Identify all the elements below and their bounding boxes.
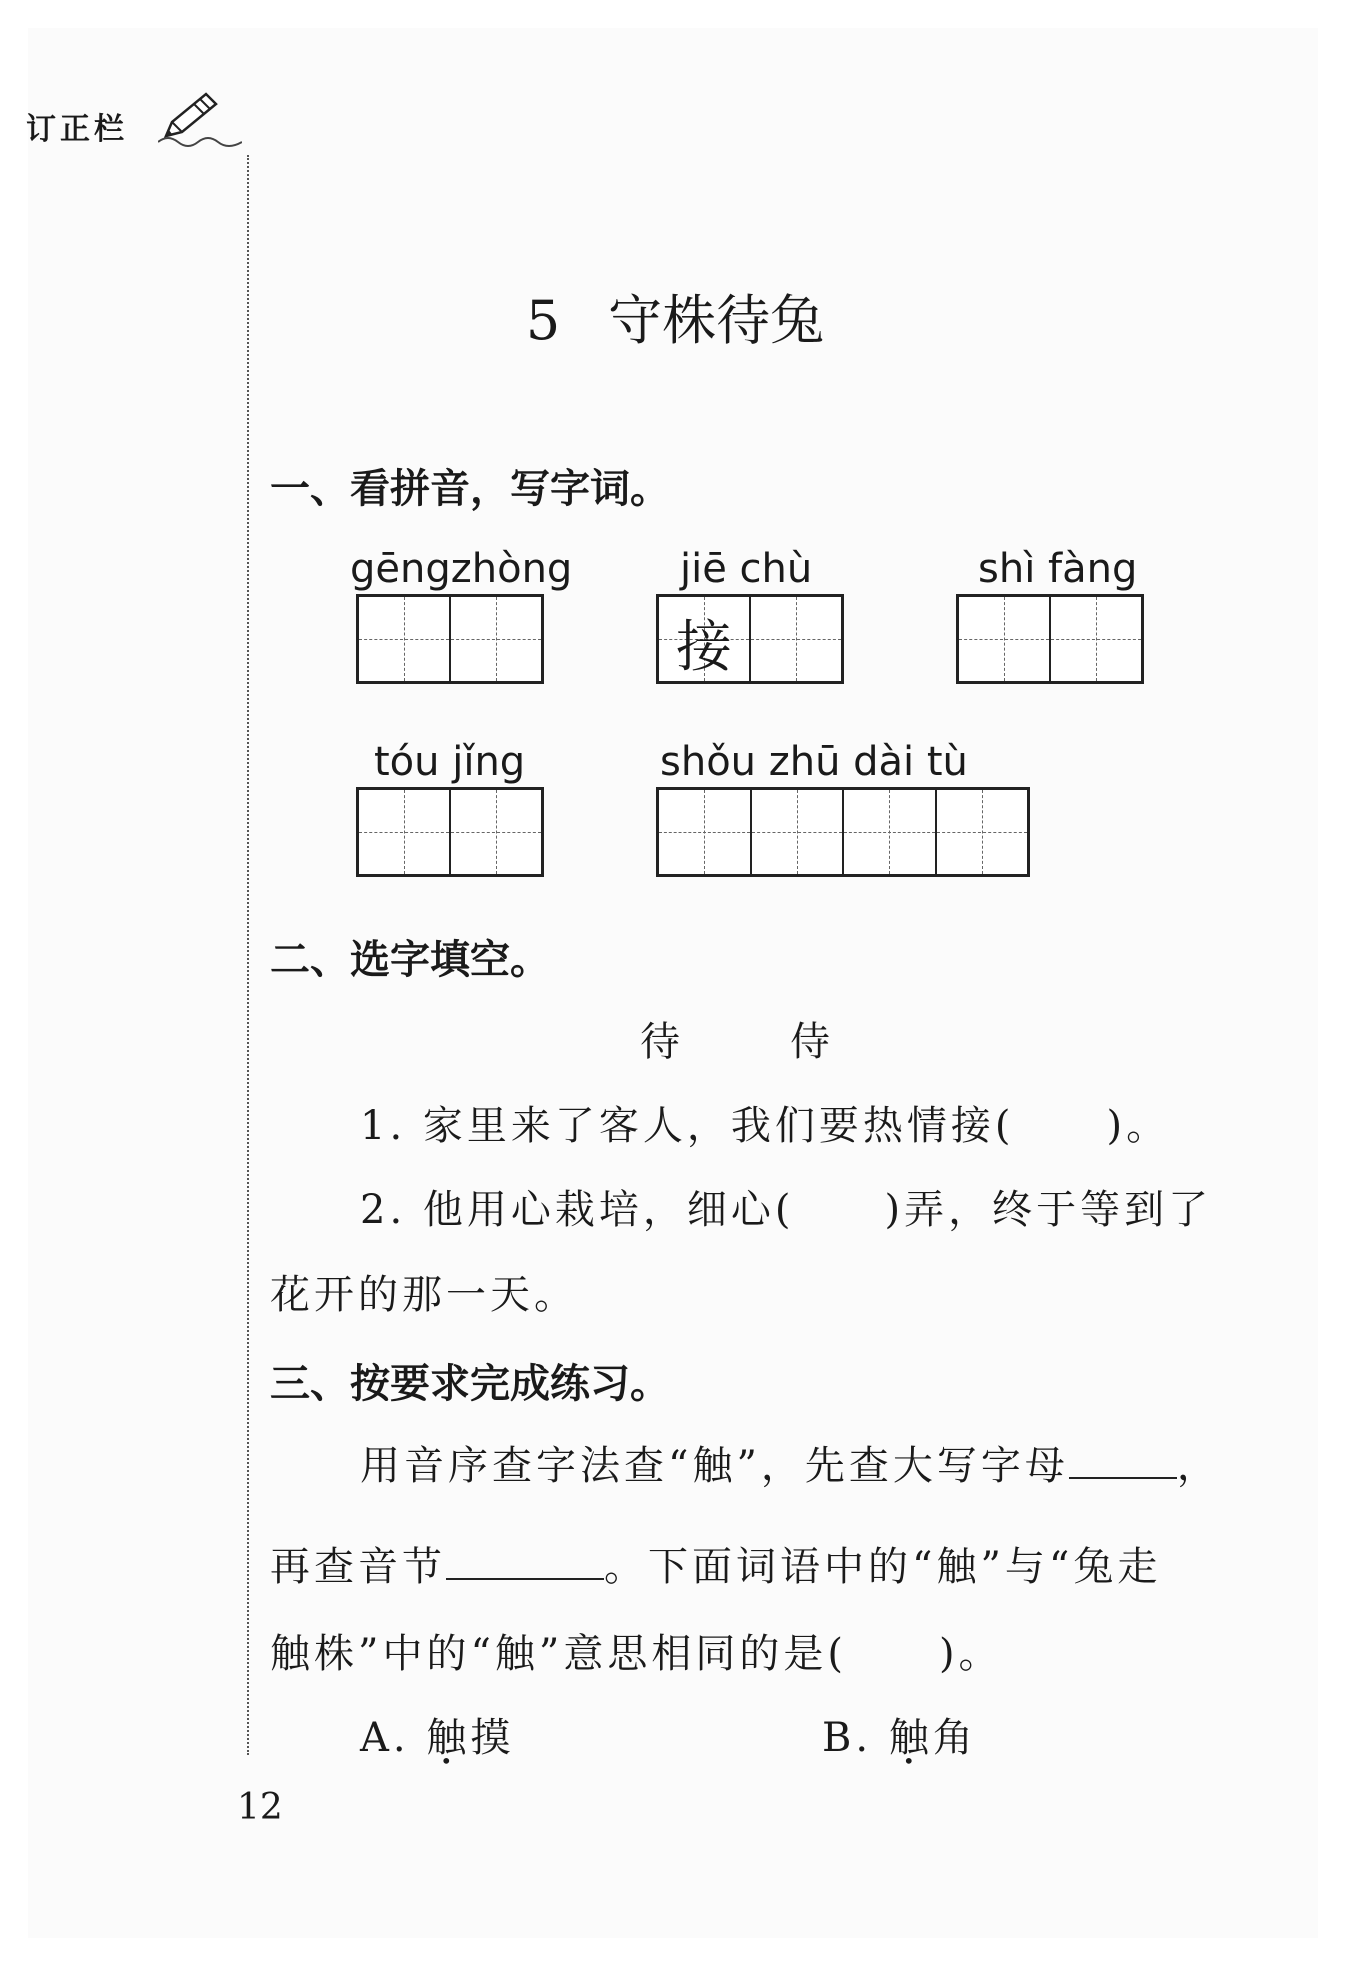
section1-heading: 一、看拼音，写字词。	[270, 466, 670, 512]
exercise-text: 再查音节	[270, 1544, 446, 1590]
question-2-end: )弄，终于等到了	[884, 1187, 1213, 1233]
fill-blank-syllable[interactable]	[446, 1538, 604, 1580]
question-2-continuation: 花开的那一天。	[270, 1272, 578, 1318]
option-b-label: B.	[822, 1715, 873, 1761]
grid-cell[interactable]	[659, 790, 750, 874]
exercise-text: 用音序查字法查“触”，先查大写字母	[360, 1443, 1069, 1489]
margin-divider	[247, 155, 249, 1755]
pinyin-jiechu: jiē chù	[680, 546, 813, 592]
pinyin-shifang: shì fàng	[978, 546, 1138, 592]
exercise-text: ，	[1176, 1443, 1221, 1489]
section3-heading: 三、按要求完成练习。	[270, 1361, 670, 1407]
page-number: 12	[237, 1787, 283, 1828]
filled-character: 接	[676, 615, 732, 680]
grid-cell[interactable]	[659, 597, 749, 681]
grid-cell[interactable]	[959, 597, 1049, 681]
question-2	[360, 1178, 1212, 1235]
exercise-text: 。下面词语中的“触”与“兔走	[604, 1544, 1162, 1590]
pinyin-shouzhudaitu: shǒu zhū dài tù	[660, 739, 968, 785]
writing-grid-jiechu[interactable]	[656, 594, 844, 684]
fill-blank-capital-letter[interactable]	[1069, 1437, 1177, 1479]
grid-cell[interactable]	[359, 597, 449, 681]
option-a-label: A.	[360, 1715, 410, 1761]
grid-cell[interactable]	[750, 790, 843, 874]
grid-cell[interactable]	[1049, 597, 1141, 681]
lesson-name: 守株待兔	[608, 289, 825, 352]
section2-heading: 二、选字填空。	[270, 937, 550, 983]
grid-cell[interactable]	[935, 790, 1028, 874]
writing-grid-gengzhong[interactable]	[356, 594, 544, 684]
exercise-line-1	[360, 1434, 1221, 1491]
correction-column-label: 订正栏	[26, 112, 128, 147]
exercise-line-3	[270, 1622, 1003, 1679]
pencil-icon	[158, 88, 242, 148]
grid-cell[interactable]	[449, 597, 541, 681]
grid-cell[interactable]	[449, 790, 541, 874]
pinyin-gengzhong: gēngzhòng	[350, 546, 573, 592]
question-1	[360, 1094, 1170, 1151]
emphasized-character: 触	[426, 1715, 471, 1761]
grid-cell[interactable]	[749, 597, 841, 681]
writing-grid-shifang[interactable]	[956, 594, 1144, 684]
pinyin-toujing: tóu jǐng	[374, 739, 526, 785]
writing-grid-shouzhudaitu[interactable]	[656, 787, 1030, 877]
lesson-title	[0, 278, 1350, 355]
grid-cell[interactable]	[842, 790, 935, 874]
exercise-line-2	[270, 1535, 1161, 1592]
character-choices: 待 侍	[640, 1019, 840, 1065]
question-1-end: )。	[1106, 1103, 1171, 1149]
exercise-text: 触株”中的“触”意思相同的是(	[270, 1631, 847, 1677]
grid-cell[interactable]	[359, 790, 449, 874]
option-a[interactable]	[360, 1706, 514, 1763]
writing-grid-toujing[interactable]	[356, 787, 544, 877]
emphasized-character: 触	[888, 1715, 933, 1761]
option-b[interactable]	[822, 1706, 977, 1763]
exercise-text: )。	[938, 1631, 1003, 1677]
question-1-text: 1. 家里来了客人，我们要热情接(	[360, 1103, 1015, 1149]
option-b-text: 角	[932, 1715, 977, 1761]
question-2-text: 2. 他用心栽培，细心(	[360, 1187, 795, 1233]
lesson-number: 5	[525, 289, 561, 352]
option-a-text: 摸	[470, 1715, 515, 1761]
